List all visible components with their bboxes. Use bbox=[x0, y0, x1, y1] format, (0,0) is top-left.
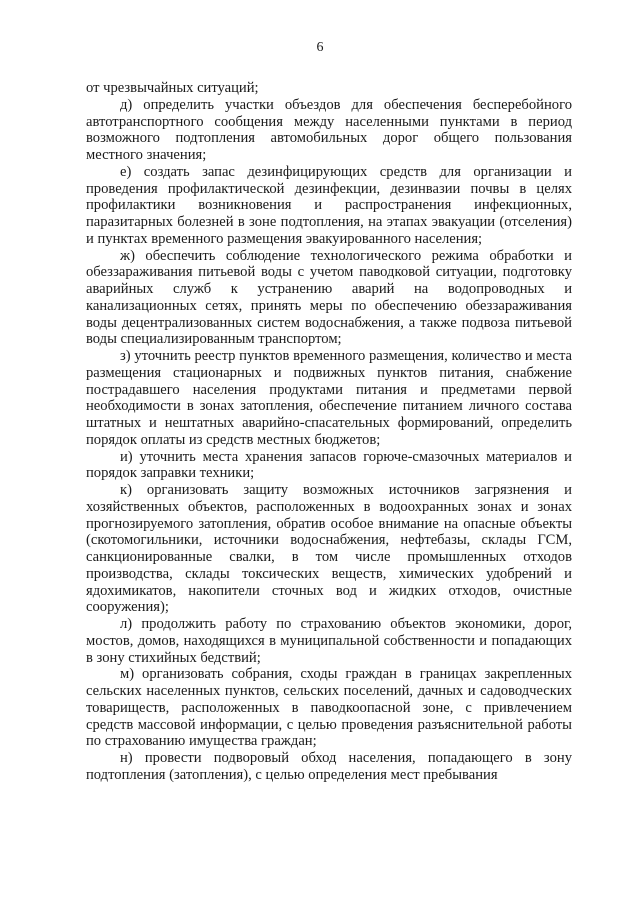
paragraph-item-m: м) организовать собрания, сходы граждан в границах закрепленных сельских населенных пунктов, сельских поселений, дачных и садоводческих товариществ, расположенных в паводкоопасной зоне, с привлечением средств массовой информации, с целью проведения разъяснительной работы по страхованию имущества граждан; bbox=[86, 666, 572, 750]
paragraph-item-z: з) уточнить реестр пунктов временного размещения, количество и места размещения стационарных и подвижных пунктов питания, снабжение пострадавшего населения продуктами питания и предметами первой необходимости в зонах затопления, обеспечение питанием личного состава штатных и нештатных аварийно-спасательных формирований, определить порядок оплаты из средств местных бюджетов; bbox=[86, 348, 572, 448]
paragraph-item-zh: ж) обеспечить соблюдение технологического режима обработки и обеззараживания питьевой воды с учетом паводковой ситуации, подготовку аварийных служб к устранению аварий на водопроводных и канализационных сетях, принять меры по обеспечению обеззараживания воды децентрализованных систем водоснабжения, а также подвоза питьевой воды специализированным транспортом; bbox=[86, 247, 572, 348]
document-body bbox=[86, 80, 572, 784]
paragraph-item-n: н) провести подворовый обход населения, попадающего в зону подтопления (затопления), с целью определения мест пребывания bbox=[86, 750, 572, 783]
paragraph-item-i: и) уточнить места хранения запасов горюче-смазочных материалов и порядок заправки техники; bbox=[86, 448, 572, 482]
paragraph-item-k: к) организовать защиту возможных источников загрязнения и хозяйственных объектов, расположенных в водоохранных зонах и зонах прогнозируемого затопления, обратив особое внимание на опасные объекты (скотомогильники, источники водоснабжения, нефтебазы, склады ГСМ, санкционированные свалки, в том числе промышленных отходов производства, склады токсических веществ, химических удобрений и ядохимикатов, накопители сточных вод и жидких отходов, очистные сооружения); bbox=[86, 482, 572, 616]
paragraph-item-e: е) создать запас дезинфицирующих средств для организации и проведения профилактической дезинфекции, дезинвазии почвы в целях профилактики возникновения и распространения инфекционных, паразитарных болезней в зоне подтопления, на этапах эвакуации (отселения) и пунктах временного размещения эвакуированного населения; bbox=[86, 163, 572, 247]
paragraph-continuation: от чрезвычайных ситуаций; bbox=[86, 80, 259, 96]
page-number: 6 bbox=[316, 40, 324, 55]
paragraph-item-d: д) определить участки объездов для обеспечения бесперебойного автотранспортного сообщения между населенными пунктами в период возможного подтопления автомобильных дорог общего пользования местного значения; bbox=[86, 96, 572, 163]
paragraph-item-l: л) продолжить работу по страхованию объектов экономики, дорог, мостов, домов, находящихся в муниципальной собственности и попадающих в зону стихийных бедствий; bbox=[86, 616, 572, 666]
